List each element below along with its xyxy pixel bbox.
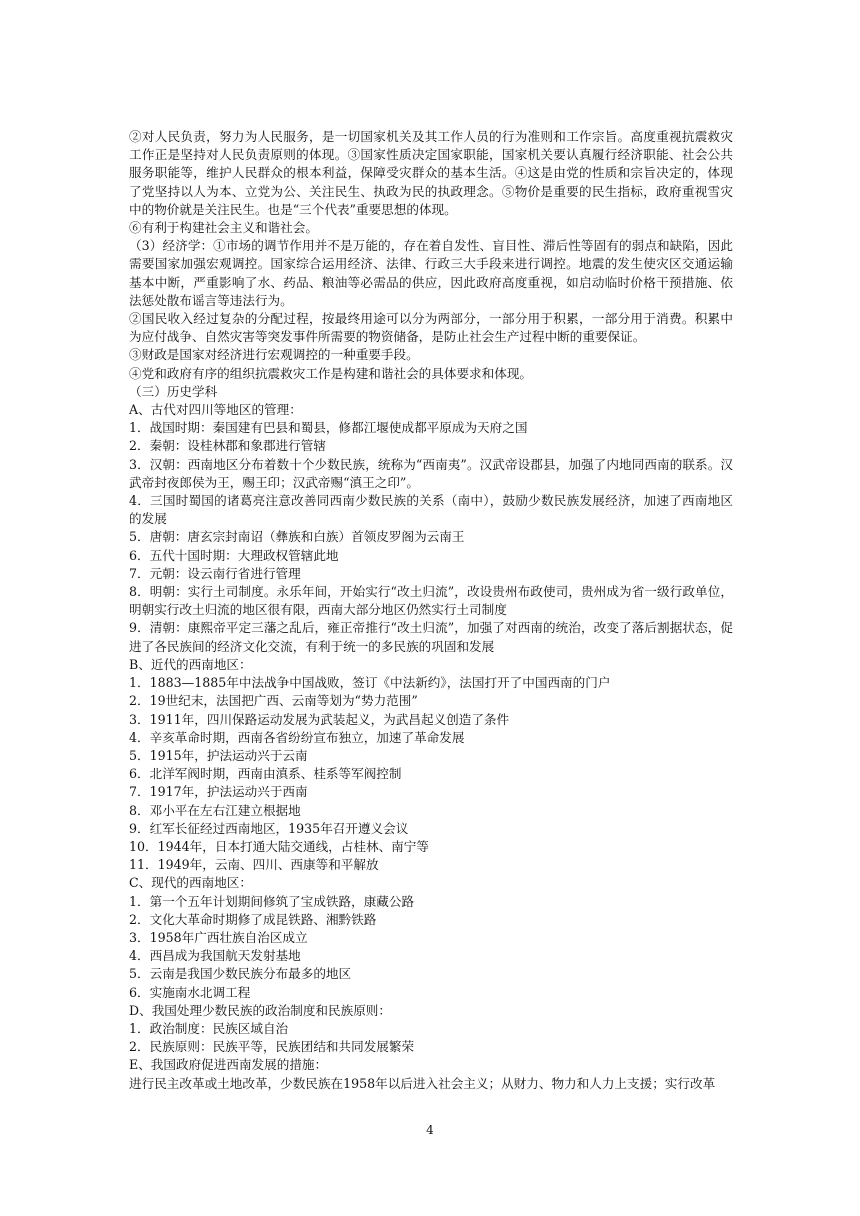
section-heading: （三）历史学科 [129, 383, 218, 399]
list-item: 11．1949年，云南、四川、西康等和平解放 [129, 857, 379, 873]
paragraph: ②国民收入经过复杂的分配过程，按最终用途可以分为两部分，一部分用于积累，一部分用于消费。积累中为应付战争、自然灾害等突发事件所需要的物资储备，是防止社会生产过程中断的重要保证。 [129, 311, 733, 345]
list-item: 10．1944年，日本打通大陆交通线，占桂林、南宁等 [129, 838, 429, 854]
list-item: 4．辛亥革命时期，西南各省纷纷宣布独立，加速了革命发展 [129, 729, 465, 745]
list-item: 2．文化大革命时期修了成昆铁路、湘黔铁路 [129, 911, 377, 927]
list-item: 3．汉朝：西南地区分布着数十个少数民族，统称为“西南夷”。汉武帝设郡县，加强了内地同西南的联系。汉武帝封夜郎侯为王，赐王印；汉武帝赐“滇王之印”。 [129, 456, 733, 490]
list-item: 2．19世纪末，法国把广西、云南等划为“势力范围” [129, 693, 418, 709]
list-item: 6．五代十国时期：大理政权管辖此地 [129, 547, 339, 563]
subsection-heading: D、我国处理少数民族的政治制度和民族原则： [129, 1002, 391, 1018]
list-item: 1．第一个五年计划期间修筑了宝成铁路，康藏公路 [129, 893, 415, 909]
list-item: 4．西昌成为我国航天发射基地 [129, 948, 301, 964]
list-item: 1．1883—1885年中法战争中国战败，签订《中法新约》，法国打开了中国西南的门户 [129, 675, 611, 691]
list-item: 5．1915年，护法运动兴于云南 [129, 747, 308, 763]
subsection-heading: A、古代对四川等地区的管理： [129, 402, 302, 418]
list-item: 1．战国时期：秦国建有巴县和蜀县，修都江堰使成都平原成为天府之国 [129, 420, 528, 436]
document-body [129, 128, 733, 1093]
list-item: 1．政治制度：民族区域自治 [129, 1020, 289, 1036]
list-item: 8．明朝：实行土司制度。永乐年间，开始实行“改土归流”，改设贵州布政使司，贵州成为省一级行政单位，明朝实行改土归流的地区很有限，西南大部分地区仍然实行土司制度 [129, 584, 733, 618]
list-item: 7．1917年，护法运动兴于西南 [129, 784, 308, 800]
subsection-heading: E、我国政府促进西南发展的措施： [129, 1057, 328, 1073]
subsection-heading: C、现代的西南地区： [129, 875, 252, 891]
list-item: 6．实施南水北调工程 [129, 984, 251, 1000]
list-item: 9．清朝：康熙帝平定三藩之乱后，雍正帝推行“改土归流”，加强了对西南的统治，改变了落后割据状态，促进了各民族间的经济文化交流，有利于统一的多民族的巩固和发展 [129, 620, 733, 654]
paragraph: （3）经济学：①市场的调节作用并不是万能的，存在着自发性、盲目性、滞后性等固有的弱点和缺陷，因此需要国家加强宏观调控。国家综合运用经济、法律、行政三大手段来进行调控。地震的发生使灾区交通运输基本中断，严重影响了水、药品、粮油等必需品的供应，因此政府高度重视，如启动临时价格干预措施、依法惩处散布谣言等违法行为。 [129, 238, 733, 308]
list-item: 5．云南是我国少数民族分布最多的地区 [129, 966, 352, 982]
list-item: 6．北洋军阀时期，西南由滇系、桂系等军阀控制 [129, 766, 402, 782]
list-item: 5．唐朝：唐玄宗封南诏（彝族和白族）首领皮罗阁为云南王 [129, 529, 465, 545]
paragraph: ⑥有利于构建社会主义和谐社会。 [129, 220, 318, 236]
list-item: 3．1958年广西壮族自治区成立 [129, 929, 308, 945]
page-number: 4 [426, 1123, 434, 1137]
list-item: 2．民族原则：民族平等，民族团结和共同发展繁荣 [129, 1039, 415, 1055]
subsection-heading: B、近代的西南地区： [129, 656, 252, 672]
list-item: 4．三国时蜀国的诸葛亮注意改善同西南少数民族的关系（南中），鼓励少数民族发展经济，加速了西南地区的发展 [129, 493, 733, 527]
list-item: 7．元朝：设云南行省进行管理 [129, 565, 301, 581]
list-item: 2．秦朝：设桂林郡和象郡进行管辖 [129, 438, 326, 454]
paragraph: ②对人民负责，努力为人民服务，是一切国家机关及其工作人员的行为准则和工作宗旨。高度重视抗震救灾工作正是坚持对人民负责原则的体现。③国家性质决定国家职能，国家机关要认真履行经济职能、社会公共服务职能等，维护人民群众的根本利益，保障受灾群众的基本生活。④这是由党的性质和宗旨决定的，体现了党坚持以人为本、立党为公、关注民生、执政为民的执政理念。⑤物价是重要的民生指标，政府重视雪灾中的物价就是关注民生。也是“三个代表”重要思想的体现。 [129, 129, 733, 217]
list-item: 3．1911年，四川保路运动发展为武装起义，为武昌起义创造了条件 [129, 711, 510, 727]
list-item: 9．红军长征经过西南地区，1935年召开遵义会议 [129, 820, 409, 836]
list-item: 8．邓小平在左右江建立根据地 [129, 802, 301, 818]
paragraph: 进行民主改革或土地改革，少数民族在1958年以后进入社会主义；从财力、物力和人力上支援；实行改革 [129, 1075, 716, 1091]
paragraph: ③财政是国家对经济进行宏观调控的一种重要手段。 [129, 347, 419, 363]
paragraph: ④党和政府有序的组织抗震救灾工作是构建和谐社会的具体要求和体现。 [129, 365, 532, 381]
